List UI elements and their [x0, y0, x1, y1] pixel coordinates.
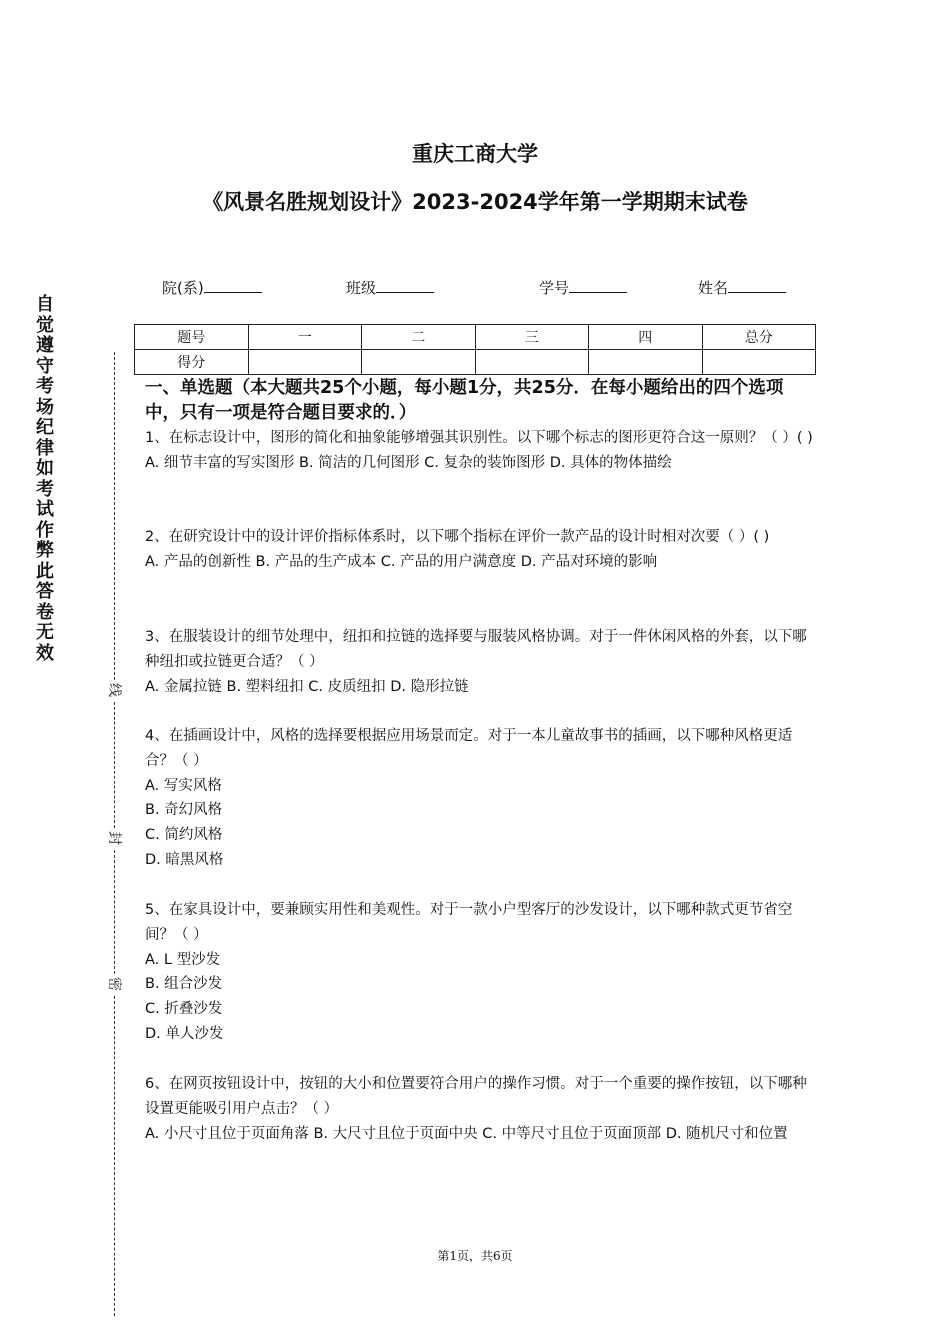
- binding-warning: 自觉遵守考场纪律如考试作弊此答卷无效: [36, 294, 54, 664]
- score-header-cell: 题号: [135, 325, 249, 350]
- score-header-cell: 二: [362, 325, 476, 350]
- question-text: 4、在插画设计中，风格的选择要根据应用场景而定。对于一本儿童故事书的插画，以下哪种风格更适合？（ ）: [145, 728, 793, 769]
- class-field[interactable]: [346, 277, 434, 298]
- score-cell[interactable]: [248, 350, 362, 375]
- question-options: A. 小尺寸且位于页面角落 B. 大尺寸且位于页面中央 C. 中等尺寸且位于页面顶部 D. 随机尺寸和位置: [145, 1125, 788, 1142]
- class-label: 班级: [346, 279, 377, 297]
- score-header-cell: 总分: [702, 325, 816, 350]
- score-table-header-row: [135, 325, 816, 350]
- seal-line-dash-4: [114, 996, 115, 1316]
- score-header-cell: 一: [248, 325, 362, 350]
- question-text: 2、在研究设计中的设计评价指标体系时，以下哪个指标在评价一款产品的设计时相对次要（ ）( ): [145, 529, 770, 545]
- seal-line-dash-2: [114, 702, 115, 828]
- section-heading: 一、单选题（本大题共25个小题，每小题1分，共25分．在每小题给出的四个选项中，只有一项是符合题目要求的．）: [145, 378, 784, 423]
- option-b: B. 奇幻风格: [145, 802, 223, 819]
- question-text: 3、在服装设计的细节处理中，纽扣和拉链的选择要与服装风格协调。对于一件休闲风格的外套，以下哪种纽扣或拉链更合适？（ ）: [145, 629, 807, 670]
- question-2: [145, 525, 815, 575]
- seal-char-secret: 密: [106, 977, 122, 991]
- question-text: 1、在标志设计中，图形的简化和抽象能够增强其识别性。以下哪个标志的图形更符合这一原则？（ ）( ): [145, 430, 813, 446]
- option-c: C. 简约风格: [145, 827, 223, 844]
- question-options: A. 细节丰富的写实图形 B. 简洁的几何图形 C. 复杂的装饰图形 D. 具体的物体描绘: [145, 454, 672, 471]
- question-5: [145, 898, 815, 1047]
- question-text: 5、在家具设计中，要兼顾实用性和美观性。对于一款小户型客厅的沙发设计，以下哪种款式更节省空间？（ ）: [145, 902, 793, 943]
- score-table: [134, 324, 816, 375]
- score-row-label: 得分: [135, 350, 249, 375]
- dept-blank[interactable]: [204, 277, 262, 293]
- seal-line-dash-1: [114, 352, 115, 680]
- score-cell[interactable]: [702, 350, 816, 375]
- question-4: [145, 724, 815, 873]
- question-options: A. 金属拉链 B. 塑料纽扣 C. 皮质纽扣 D. 隐形拉链: [145, 678, 469, 695]
- name-field[interactable]: [698, 277, 786, 298]
- name-blank[interactable]: [728, 277, 786, 293]
- option-c: C. 折叠沙发: [145, 1001, 223, 1018]
- score-cell[interactable]: [475, 350, 589, 375]
- option-d: D. 暗黑风格: [145, 851, 224, 868]
- school-title: 重庆工商大学: [412, 142, 538, 166]
- score-header-cell: 三: [475, 325, 589, 350]
- score-table-row: [135, 350, 816, 375]
- score-cell[interactable]: [362, 350, 476, 375]
- score-cell[interactable]: [589, 350, 703, 375]
- question-3: [145, 625, 815, 699]
- dept-label: 院(系): [162, 279, 204, 297]
- page-number: 第1页，共6页: [437, 1249, 513, 1263]
- class-blank[interactable]: [376, 277, 434, 293]
- seal-char-line: 线: [106, 683, 122, 697]
- seal-char-seal: 封: [106, 831, 122, 845]
- name-label: 姓名: [698, 279, 729, 297]
- question-text: 6、在网页按钮设计中，按钮的大小和位置要符合用户的操作习惯。对于一个重要的操作按钮，以下哪种设置更能吸引用户点击？（ ）: [145, 1076, 807, 1117]
- seal-line-dash-3: [114, 850, 115, 974]
- student-id-field[interactable]: [539, 277, 627, 298]
- option-a: A. 写实风格: [145, 777, 222, 794]
- score-header-cell: 四: [589, 325, 703, 350]
- option-a: A. L 型沙发: [145, 951, 221, 968]
- option-b: B. 组合沙发: [145, 976, 223, 993]
- exam-title: 《风景名胜规划设计》2023-2024学年第一学期期末试卷: [202, 190, 748, 214]
- option-d: D. 单人沙发: [145, 1025, 224, 1042]
- student-id-label: 学号: [539, 279, 570, 297]
- question-6: [145, 1072, 815, 1146]
- dept-field[interactable]: [162, 277, 262, 298]
- question-1: [145, 426, 815, 476]
- question-options: A. 产品的创新性 B. 产品的生产成本 C. 产品的用户满意度 D. 产品对环境的影响: [145, 553, 658, 570]
- student-id-blank[interactable]: [569, 277, 627, 293]
